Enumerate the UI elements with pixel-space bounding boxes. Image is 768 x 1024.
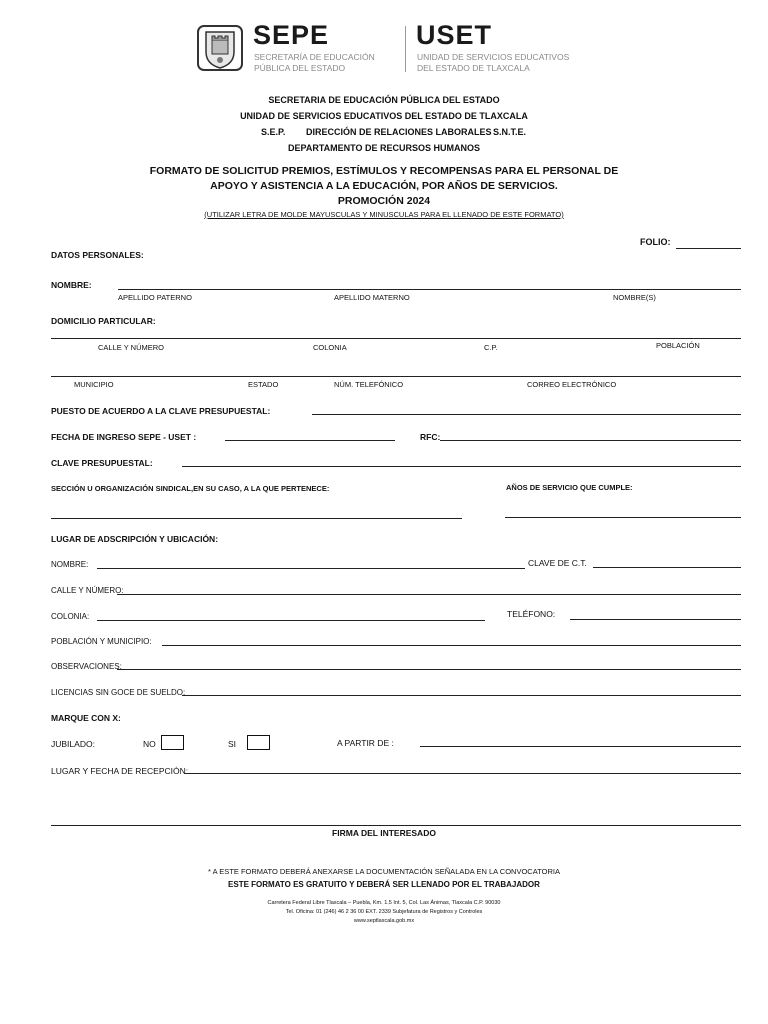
adscripcion-telefono-label: TELÉFONO: (507, 609, 556, 619)
apellido-paterno-caption: APELLIDO PATERNO (118, 293, 192, 302)
adscripcion-colonia-field[interactable] (97, 620, 485, 621)
adscripcion-calle-field[interactable] (117, 594, 741, 595)
fecha-ingreso-label: FECHA DE INGRESO SEPE - USET : (51, 432, 197, 442)
footer-telefono: Tel. Oficina: 01 (246) 46 2 36 00 EXT. 2339 Subjefatura de Registros y Controles (285, 909, 483, 915)
fecha-ingreso-field[interactable] (225, 440, 395, 441)
footer-web: www.septlaxcala.gob.mx (353, 918, 415, 924)
correo-caption: CORREO ELECTRÓNICO (527, 380, 617, 389)
a-partir-de-field[interactable] (420, 746, 741, 747)
apellido-materno-caption: APELLIDO MATERNO (334, 293, 410, 302)
title-secretaria: SECRETARIA DE EDUCACIÓN PÚBLICA DEL ESTADO (268, 95, 500, 105)
adscripcion-colonia-label: COLONIA: (51, 612, 90, 621)
lugar-adscripcion-heading: LUGAR DE ADSCRIPCIÓN Y UBICACIÓN: (51, 534, 219, 544)
domicilio-heading: DOMICILIO PARTICULAR: (51, 316, 156, 326)
estado-caption: ESTADO (248, 380, 279, 389)
folio-label: FOLIO: (640, 237, 671, 247)
adscripcion-nombre-label: NOMBRE: (51, 560, 89, 569)
rfc-field[interactable] (440, 440, 741, 441)
sepe-brand-line2: PÚBLICA DEL ESTADO (254, 63, 346, 73)
lugar-fecha-recepcion-field[interactable] (184, 773, 741, 774)
seccion-sindical-label: SECCIÓN U ORGANIZACIÓN SINDICAL,EN SU CASO, A LA QUE PERTENECE: (51, 484, 330, 493)
title-snte: S.N.T.E. (493, 127, 527, 137)
datos-personales-heading: DATOS PERSONALES: (51, 250, 144, 260)
clave-presupuestal-field[interactable] (182, 466, 741, 467)
form-title-line2: APOYO Y ASISTENCIA A LA EDUCACIÓN, POR AÑOS DE SERVICIOS. (210, 180, 558, 192)
seccion-sindical-field[interactable] (51, 518, 462, 519)
cp-caption: C.P. (484, 343, 498, 352)
firma-field[interactable] (51, 825, 741, 826)
title-sep: S.E.P. (261, 127, 286, 137)
uset-brand-line1: UNIDAD DE SERVICIOS EDUCATIVOS (417, 52, 570, 62)
nombre-field[interactable] (118, 289, 741, 290)
header-divider (405, 26, 406, 72)
sepe-brand: SEPE (253, 20, 330, 50)
title-direccion: DIRECCIÓN DE RELACIONES LABORALES (306, 127, 492, 137)
municipio-line-field[interactable] (51, 376, 741, 377)
sepe-brand-line1: SECRETARÍA DE EDUCACIÓN (254, 52, 375, 62)
uset-brand: USET (416, 20, 493, 50)
si-checkbox[interactable] (247, 735, 270, 750)
municipio-caption: MUNICIPIO (74, 380, 114, 389)
jubilado-label: JUBILADO: (51, 739, 95, 749)
nombre-label: NOMBRE: (51, 280, 92, 290)
puesto-field[interactable] (312, 414, 741, 415)
licencias-label: LICENCIAS SIN GOCE DE SUELDO: (51, 688, 186, 697)
adscripcion-telefono-field[interactable] (570, 619, 741, 620)
nombres-caption: NOMBRE(S) (613, 293, 656, 302)
puesto-label: PUESTO DE ACUERDO A LA CLAVE PRESUPUESTAL: (51, 406, 271, 416)
title-departamento: DEPARTAMENTO DE RECURSOS HUMANOS (287, 143, 480, 153)
licencias-field[interactable] (182, 695, 741, 696)
firma-caption: FIRMA DEL INTERESADO (332, 828, 436, 838)
adscripcion-nombre-field[interactable] (97, 568, 525, 569)
footer-nota-anexar: * A ESTE FORMATO DEBERÁ ANEXARSE LA DOCUMENTACIÓN SEÑALADA EN LA CONVOCATORIA (208, 867, 560, 876)
no-checkbox[interactable] (161, 735, 184, 750)
footer-direccion: Carretera Federal Libre Tlaxcala – Puebla, Km. 1.5 Int. 5, Col. Las Ánimas, Tlaxcala C.P. 90030 (267, 900, 501, 906)
adscripcion-calle-label: CALLE Y NÚMERO: (51, 586, 124, 595)
observaciones-label: OBSERVACIONES: (51, 662, 122, 671)
clave-ct-label: CLAVE DE C.T. (528, 558, 587, 568)
title-unidad: UNIDAD DE SERVICIOS EDUCATIVOS DEL ESTADO DE TLAXCALA (240, 111, 528, 121)
telefono-caption: NÚM. TELEFÓNICO (334, 380, 404, 389)
form-title-line1: FORMATO DE SOLICITUD PREMIOS, ESTÍMULOS Y RECOMPENSAS PARA EL PERSONAL DE (149, 165, 619, 177)
anos-servicio-label: AÑOS DE SERVICIO QUE CUMPLE: (506, 483, 633, 492)
clave-ct-field[interactable] (593, 567, 741, 568)
observaciones-field[interactable] (117, 669, 741, 670)
no-label: NO (143, 739, 156, 749)
folio-field[interactable] (676, 248, 741, 249)
rfc-label: RFC: (420, 432, 441, 442)
form-title-line3: PROMOCIÓN 2024 (337, 195, 431, 207)
lugar-fecha-recepcion-label: LUGAR Y FECHA DE RECEPCIÓN: (51, 766, 189, 776)
calle-numero-caption: CALLE Y NÚMERO (98, 343, 164, 352)
clave-presupuestal-label: CLAVE PRESUPUESTAL: (51, 458, 153, 468)
form-instructions: (UTILIZAR LETRA DE MOLDE MAYUSCULAS Y MINUSCULAS PARA EL LLENADO DE ESTE FORMATO) (204, 210, 564, 219)
poblacion-caption: POBLACIÓN (656, 341, 700, 350)
marque-con-x-heading: MARQUE CON X: (51, 713, 121, 723)
anos-servicio-field[interactable] (505, 517, 741, 518)
state-seal-logo (196, 24, 244, 72)
si-label: SI (228, 739, 237, 749)
colonia-caption: COLONIA (313, 343, 347, 352)
poblacion-municipio-field[interactable] (162, 645, 741, 646)
a-partir-de-label: A PARTIR DE : (337, 738, 394, 748)
uset-brand-line2: DEL ESTADO DE TLAXCALA (417, 63, 530, 73)
footer-nota-gratuito: ESTE FORMATO ES GRATUITO Y DEBERÁ SER LLENADO POR EL TRABAJADOR (228, 880, 540, 889)
domicilio-field[interactable] (51, 338, 741, 339)
poblacion-municipio-label: POBLACIÓN Y MUNICIPIO: (51, 637, 152, 646)
